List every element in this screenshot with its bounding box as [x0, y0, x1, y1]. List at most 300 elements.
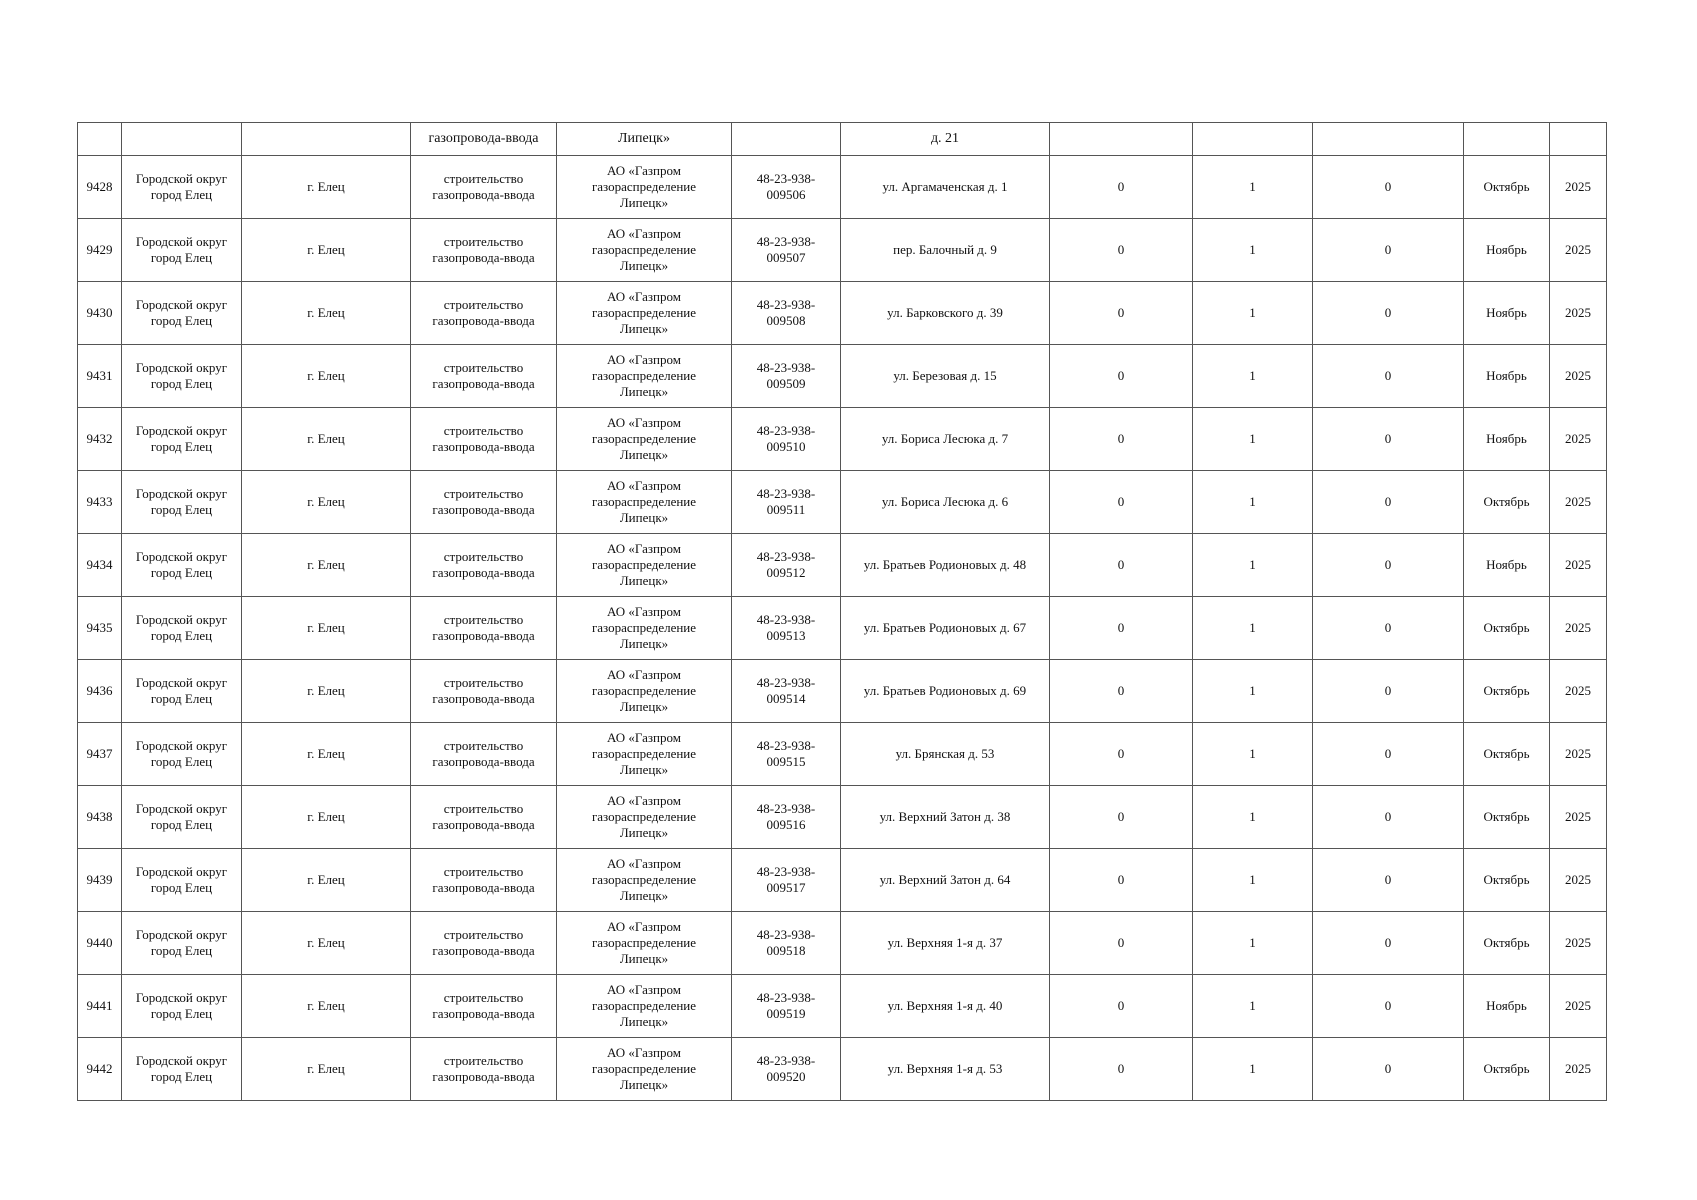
cell-code-line: 48-23-938- [756, 360, 816, 375]
cell-month: Ноябрь [1464, 975, 1550, 1038]
cell-org-line: Липецк» [619, 951, 669, 966]
cell-v2: 1 [1193, 975, 1313, 1038]
cell-work-line: газопровода-ввода [432, 313, 535, 328]
cell-org-line: АО «Газпром [607, 604, 681, 619]
cell-code-line: 009506 [766, 187, 806, 202]
cell-month: Октябрь [1464, 849, 1550, 912]
cell-org-line: газораспределение [591, 620, 697, 635]
cell-org-line: АО «Газпром [607, 793, 681, 808]
table-body [78, 123, 1607, 1101]
cell-org-line: Липецк» [619, 321, 669, 336]
cell-district-line: город Елец [150, 502, 213, 517]
cell-year: 2025 [1550, 660, 1607, 723]
cell-org-line: Липецк» [619, 762, 669, 777]
cell-num: 9433 [78, 471, 122, 534]
cell-org [557, 723, 732, 786]
cell-code [732, 597, 841, 660]
cell-v1: 0 [1050, 1038, 1193, 1101]
cell-code [732, 408, 841, 471]
cell-month: Октябрь [1464, 471, 1550, 534]
cell-v2: 1 [1193, 723, 1313, 786]
cell-code-line: 009513 [766, 628, 806, 643]
cell-locality: г. Елец [242, 408, 411, 471]
cell-code [732, 975, 841, 1038]
cell-code-line: 48-23-938- [756, 297, 816, 312]
cell-work [411, 660, 557, 723]
cell-org [557, 345, 732, 408]
cell-year: 2025 [1550, 282, 1607, 345]
cell-org-line: Липецк» [619, 636, 669, 651]
cell-locality: г. Елец [242, 912, 411, 975]
cell-org [557, 219, 732, 282]
cell-district [122, 597, 242, 660]
cell-locality: г. Елец [242, 660, 411, 723]
cell-work: газопровода-ввода [411, 123, 557, 156]
cell-district-line: Городской округ [135, 990, 228, 1005]
cell-work-line: строительство [443, 675, 524, 690]
cell-v1: 0 [1050, 219, 1193, 282]
cell-district [122, 471, 242, 534]
cell-year: 2025 [1550, 408, 1607, 471]
cell-address: д. 21 [841, 123, 1050, 156]
cell-work-line: строительство [443, 360, 524, 375]
cell-year: 2025 [1550, 156, 1607, 219]
table-row [78, 471, 1607, 534]
cell-v3: 0 [1313, 975, 1464, 1038]
cell-locality: г. Елец [242, 975, 411, 1038]
cell-district-line: Городской округ [135, 423, 228, 438]
table-row [78, 660, 1607, 723]
table-row [78, 219, 1607, 282]
cell-year: 2025 [1550, 597, 1607, 660]
cell-district-line: Городской округ [135, 297, 228, 312]
cell-district-line: город Елец [150, 817, 213, 832]
table-row [78, 1038, 1607, 1101]
cell-v2: 1 [1193, 219, 1313, 282]
cell-v1: 0 [1050, 471, 1193, 534]
cell-org [557, 597, 732, 660]
cell-district-line: город Елец [150, 250, 213, 265]
table-row [78, 975, 1607, 1038]
cell-work-line: строительство [443, 234, 524, 249]
cell-locality: г. Елец [242, 723, 411, 786]
cell-work-line: строительство [443, 990, 524, 1005]
table-row [78, 597, 1607, 660]
cell-work-line: строительство [443, 927, 524, 942]
cell-v2: 1 [1193, 534, 1313, 597]
cell-num: 9429 [78, 219, 122, 282]
cell-district-line: Городской округ [135, 864, 228, 879]
cell-work [411, 786, 557, 849]
cell-work-line: газопровода-ввода [432, 1069, 535, 1084]
cell-org-line: АО «Газпром [607, 856, 681, 871]
cell-org-line: АО «Газпром [607, 919, 681, 934]
cell-code-line: 009507 [766, 250, 806, 265]
cell-work [411, 282, 557, 345]
cell-work-line: строительство [443, 612, 524, 627]
cell-year: 2025 [1550, 912, 1607, 975]
cell-district [122, 534, 242, 597]
cell-work [411, 219, 557, 282]
cell-org-line: Липецк» [619, 258, 669, 273]
cell-work-line: газопровода-ввода [432, 691, 535, 706]
cell-month: Ноябрь [1464, 534, 1550, 597]
cell-work-line: строительство [443, 297, 524, 312]
cell-address: ул. Березовая д. 15 [841, 345, 1050, 408]
cell-v2: 1 [1193, 786, 1313, 849]
cell-v3 [1313, 123, 1464, 156]
data-table [77, 122, 1607, 1101]
cell-month: Октябрь [1464, 786, 1550, 849]
cell-num: 9440 [78, 912, 122, 975]
cell-address: ул. Верхняя 1-я д. 37 [841, 912, 1050, 975]
cell-month: Октябрь [1464, 156, 1550, 219]
cell-org-line: АО «Газпром [607, 730, 681, 745]
cell-district [122, 1038, 242, 1101]
cell-district-line: город Елец [150, 187, 213, 202]
cell-num: 9435 [78, 597, 122, 660]
cell-district [122, 912, 242, 975]
cell-locality: г. Елец [242, 849, 411, 912]
cell-year: 2025 [1550, 1038, 1607, 1101]
cell-v2: 1 [1193, 471, 1313, 534]
table-row [78, 849, 1607, 912]
cell-code-line: 48-23-938- [756, 171, 816, 186]
cell-org [557, 408, 732, 471]
cell-month: Ноябрь [1464, 282, 1550, 345]
cell-code [732, 786, 841, 849]
cell-year: 2025 [1550, 849, 1607, 912]
cell-district-line: Городской округ [135, 801, 228, 816]
cell-org-line: Липецк» [619, 699, 669, 714]
table-row [78, 408, 1607, 471]
cell-v3: 0 [1313, 471, 1464, 534]
table-row [78, 912, 1607, 975]
cell-v2: 1 [1193, 660, 1313, 723]
cell-v3: 0 [1313, 660, 1464, 723]
cell-work [411, 597, 557, 660]
cell-org [557, 975, 732, 1038]
cell-org-line: газораспределение [591, 242, 697, 257]
cell-org-line: Липецк» [619, 510, 669, 525]
cell-v1: 0 [1050, 597, 1193, 660]
cell-org-line: газораспределение [591, 179, 697, 194]
cell-org-line: газораспределение [591, 494, 697, 509]
cell-work-line: строительство [443, 1053, 524, 1068]
cell-v2: 1 [1193, 912, 1313, 975]
cell-locality [242, 123, 411, 156]
cell-code [732, 723, 841, 786]
cell-code-line: 009518 [766, 943, 806, 958]
cell-work-line: строительство [443, 486, 524, 501]
cell-v3: 0 [1313, 282, 1464, 345]
cell-district-line: город Елец [150, 565, 213, 580]
cell-code-line: 48-23-938- [756, 927, 816, 942]
cell-num [78, 123, 122, 156]
cell-district [122, 345, 242, 408]
cell-address: пер. Балочный д. 9 [841, 219, 1050, 282]
cell-work-line: строительство [443, 864, 524, 879]
cell-v2: 1 [1193, 282, 1313, 345]
cell-district-line: Городской округ [135, 738, 228, 753]
cell-v3: 0 [1313, 345, 1464, 408]
cell-work [411, 912, 557, 975]
cell-district-line: город Елец [150, 691, 213, 706]
cell-district-line: город Елец [150, 1006, 213, 1021]
cell-org-line: газораспределение [591, 935, 697, 950]
cell-address: ул. Брянская д. 53 [841, 723, 1050, 786]
cell-district [122, 786, 242, 849]
cell-code-line: 48-23-938- [756, 486, 816, 501]
cell-org-line: АО «Газпром [607, 1045, 681, 1060]
cell-num: 9437 [78, 723, 122, 786]
cell-org [557, 912, 732, 975]
cell-code-line: 009515 [766, 754, 806, 769]
cell-work-line: газопровода-ввода [432, 439, 535, 454]
cell-v1: 0 [1050, 534, 1193, 597]
cell-district-line: Городской округ [135, 549, 228, 564]
cell-v1: 0 [1050, 408, 1193, 471]
cell-code-line: 48-23-938- [756, 234, 816, 249]
cell-code-line: 48-23-938- [756, 675, 816, 690]
cell-org [557, 849, 732, 912]
cell-district-line: город Елец [150, 628, 213, 643]
cell-district-line: город Елец [150, 1069, 213, 1084]
cell-v1: 0 [1050, 345, 1193, 408]
cell-district [122, 156, 242, 219]
cell-district [122, 282, 242, 345]
cell-work-line: газопровода-ввода [432, 880, 535, 895]
cell-org [557, 282, 732, 345]
cell-v1: 0 [1050, 156, 1193, 219]
cell-code [732, 345, 841, 408]
cell-code [732, 1038, 841, 1101]
cell-org-line: газораспределение [591, 431, 697, 446]
cell-code [732, 156, 841, 219]
cell-v1 [1050, 123, 1193, 156]
cell-num: 9431 [78, 345, 122, 408]
cell-org-line: АО «Газпром [607, 289, 681, 304]
cell-v1: 0 [1050, 912, 1193, 975]
table-row [78, 723, 1607, 786]
cell-locality: г. Елец [242, 1038, 411, 1101]
cell-num: 9441 [78, 975, 122, 1038]
cell-v3: 0 [1313, 723, 1464, 786]
cell-locality: г. Елец [242, 345, 411, 408]
cell-address: ул. Верхний Затон д. 64 [841, 849, 1050, 912]
cell-num: 9438 [78, 786, 122, 849]
cell-code-line: 009520 [766, 1069, 806, 1084]
cell-work-line: газопровода-ввода [432, 565, 535, 580]
cell-v3: 0 [1313, 849, 1464, 912]
cell-work-line: газопровода-ввода [432, 250, 535, 265]
cell-v2: 1 [1193, 156, 1313, 219]
cell-org-line: газораспределение [591, 998, 697, 1013]
cell-work [411, 723, 557, 786]
cell-month [1464, 123, 1550, 156]
cell-district-line: город Елец [150, 313, 213, 328]
cell-address: ул. Верхняя 1-я д. 40 [841, 975, 1050, 1038]
cell-code-line: 009512 [766, 565, 806, 580]
cell-code-line: 48-23-938- [756, 1053, 816, 1068]
cell-org-line: газораспределение [591, 872, 697, 887]
cell-month: Ноябрь [1464, 219, 1550, 282]
cell-district-line: город Елец [150, 439, 213, 454]
cell-locality: г. Елец [242, 786, 411, 849]
cell-month: Октябрь [1464, 723, 1550, 786]
table-row [78, 534, 1607, 597]
cell-org-line: АО «Газпром [607, 667, 681, 682]
cell-org-line: АО «Газпром [607, 352, 681, 367]
cell-org-line: АО «Газпром [607, 415, 681, 430]
cell-org-line: АО «Газпром [607, 541, 681, 556]
cell-org [557, 786, 732, 849]
cell-work [411, 975, 557, 1038]
cell-year: 2025 [1550, 723, 1607, 786]
cell-code-line: 48-23-938- [756, 990, 816, 1005]
cell-district-line: Городской округ [135, 612, 228, 627]
cell-v2: 1 [1193, 849, 1313, 912]
cell-work-line: строительство [443, 549, 524, 564]
cell-org-line: газораспределение [591, 809, 697, 824]
cell-code [732, 912, 841, 975]
cell-org-line: Липецк» [619, 1014, 669, 1029]
cell-code-line: 009509 [766, 376, 806, 391]
cell-org [557, 660, 732, 723]
cell-org-line: АО «Газпром [607, 478, 681, 493]
cell-year: 2025 [1550, 219, 1607, 282]
table-row [78, 786, 1607, 849]
cell-code [732, 849, 841, 912]
cell-district-line: Городской округ [135, 171, 228, 186]
cell-code-line: 009519 [766, 1006, 806, 1021]
cell-locality: г. Елец [242, 534, 411, 597]
cell-address: ул. Аргамаченская д. 1 [841, 156, 1050, 219]
cell-v3: 0 [1313, 408, 1464, 471]
cell-work-line: строительство [443, 423, 524, 438]
cell-code [732, 282, 841, 345]
cell-org-line: Липецк» [619, 573, 669, 588]
cell-work-line: строительство [443, 801, 524, 816]
cell-num: 9436 [78, 660, 122, 723]
cell-org-line: Липецк» [619, 888, 669, 903]
cell-locality: г. Елец [242, 282, 411, 345]
cell-v1: 0 [1050, 282, 1193, 345]
cell-org-line: газораспределение [591, 746, 697, 761]
cell-work-line: газопровода-ввода [432, 754, 535, 769]
cell-address: ул. Бориса Лесюка д. 7 [841, 408, 1050, 471]
cell-district-line: Городской округ [135, 675, 228, 690]
cell-month: Октябрь [1464, 912, 1550, 975]
cell-code-line: 009510 [766, 439, 806, 454]
cell-num: 9434 [78, 534, 122, 597]
cell-v1: 0 [1050, 723, 1193, 786]
cell-address: ул. Барковского д. 39 [841, 282, 1050, 345]
cell-code-line: 48-23-938- [756, 801, 816, 816]
cell-work-line: газопровода-ввода [432, 817, 535, 832]
cell-work-line: газопровода-ввода [432, 187, 535, 202]
cell-work-line: газопровода-ввода [432, 943, 535, 958]
cell-v1: 0 [1050, 975, 1193, 1038]
cell-code-line: 009517 [766, 880, 806, 895]
cell-code [732, 123, 841, 156]
cell-month: Октябрь [1464, 1038, 1550, 1101]
cell-work [411, 849, 557, 912]
cell-num: 9428 [78, 156, 122, 219]
cell-v3: 0 [1313, 786, 1464, 849]
cell-locality: г. Елец [242, 219, 411, 282]
cell-org-line: АО «Газпром [607, 982, 681, 997]
cell-month: Ноябрь [1464, 345, 1550, 408]
cell-work [411, 471, 557, 534]
cell-v2: 1 [1193, 408, 1313, 471]
cell-code [732, 534, 841, 597]
cell-district-line: Городской округ [135, 927, 228, 942]
cell-v3: 0 [1313, 912, 1464, 975]
cell-district-line: город Елец [150, 880, 213, 895]
cell-org-line: газораспределение [591, 557, 697, 572]
cell-code-line: 009514 [766, 691, 806, 706]
cell-org-line: газораспределение [591, 305, 697, 320]
cell-num: 9430 [78, 282, 122, 345]
cell-v3: 0 [1313, 1038, 1464, 1101]
cell-work [411, 345, 557, 408]
cell-work [411, 156, 557, 219]
cell-district-line: город Елец [150, 754, 213, 769]
cell-district-line: Городской округ [135, 1053, 228, 1068]
cell-org-line: Липецк» [619, 447, 669, 462]
cell-district [122, 123, 242, 156]
cell-address: ул. Братьев Родионовых д. 48 [841, 534, 1050, 597]
cell-code-line: 48-23-938- [756, 864, 816, 879]
cell-district-line: Городской округ [135, 234, 228, 249]
cell-num: 9439 [78, 849, 122, 912]
cell-org-line: Липецк» [619, 384, 669, 399]
cell-org [557, 471, 732, 534]
cell-v2: 1 [1193, 1038, 1313, 1101]
cell-district [122, 975, 242, 1038]
cell-org [557, 1038, 732, 1101]
cell-code-line: 009508 [766, 313, 806, 328]
cell-district-line: Городской округ [135, 360, 228, 375]
cell-code [732, 219, 841, 282]
cell-code-line: 009511 [766, 502, 806, 517]
cell-district [122, 660, 242, 723]
cell-work-line: газопровода-ввода [432, 1006, 535, 1021]
cell-org-line: газораспределение [591, 368, 697, 383]
cell-address: ул. Верхний Затон д. 38 [841, 786, 1050, 849]
cell-locality: г. Елец [242, 597, 411, 660]
cell-v3: 0 [1313, 156, 1464, 219]
cell-code-line: 48-23-938- [756, 738, 816, 753]
cell-v1: 0 [1050, 849, 1193, 912]
table-row [78, 156, 1607, 219]
cell-month: Октябрь [1464, 660, 1550, 723]
cell-address: ул. Братьев Родионовых д. 67 [841, 597, 1050, 660]
cell-month: Октябрь [1464, 597, 1550, 660]
cell-district-line: город Елец [150, 376, 213, 391]
table-row [78, 345, 1607, 408]
cell-org-line: газораспределение [591, 1061, 697, 1076]
cell-org-line: Липецк» [619, 195, 669, 210]
cell-v1: 0 [1050, 786, 1193, 849]
cell-code-line: 48-23-938- [756, 423, 816, 438]
cell-v3: 0 [1313, 219, 1464, 282]
cell-district [122, 723, 242, 786]
cell-district [122, 219, 242, 282]
cell-work-line: строительство [443, 171, 524, 186]
cell-work-line: газопровода-ввода [432, 376, 535, 391]
